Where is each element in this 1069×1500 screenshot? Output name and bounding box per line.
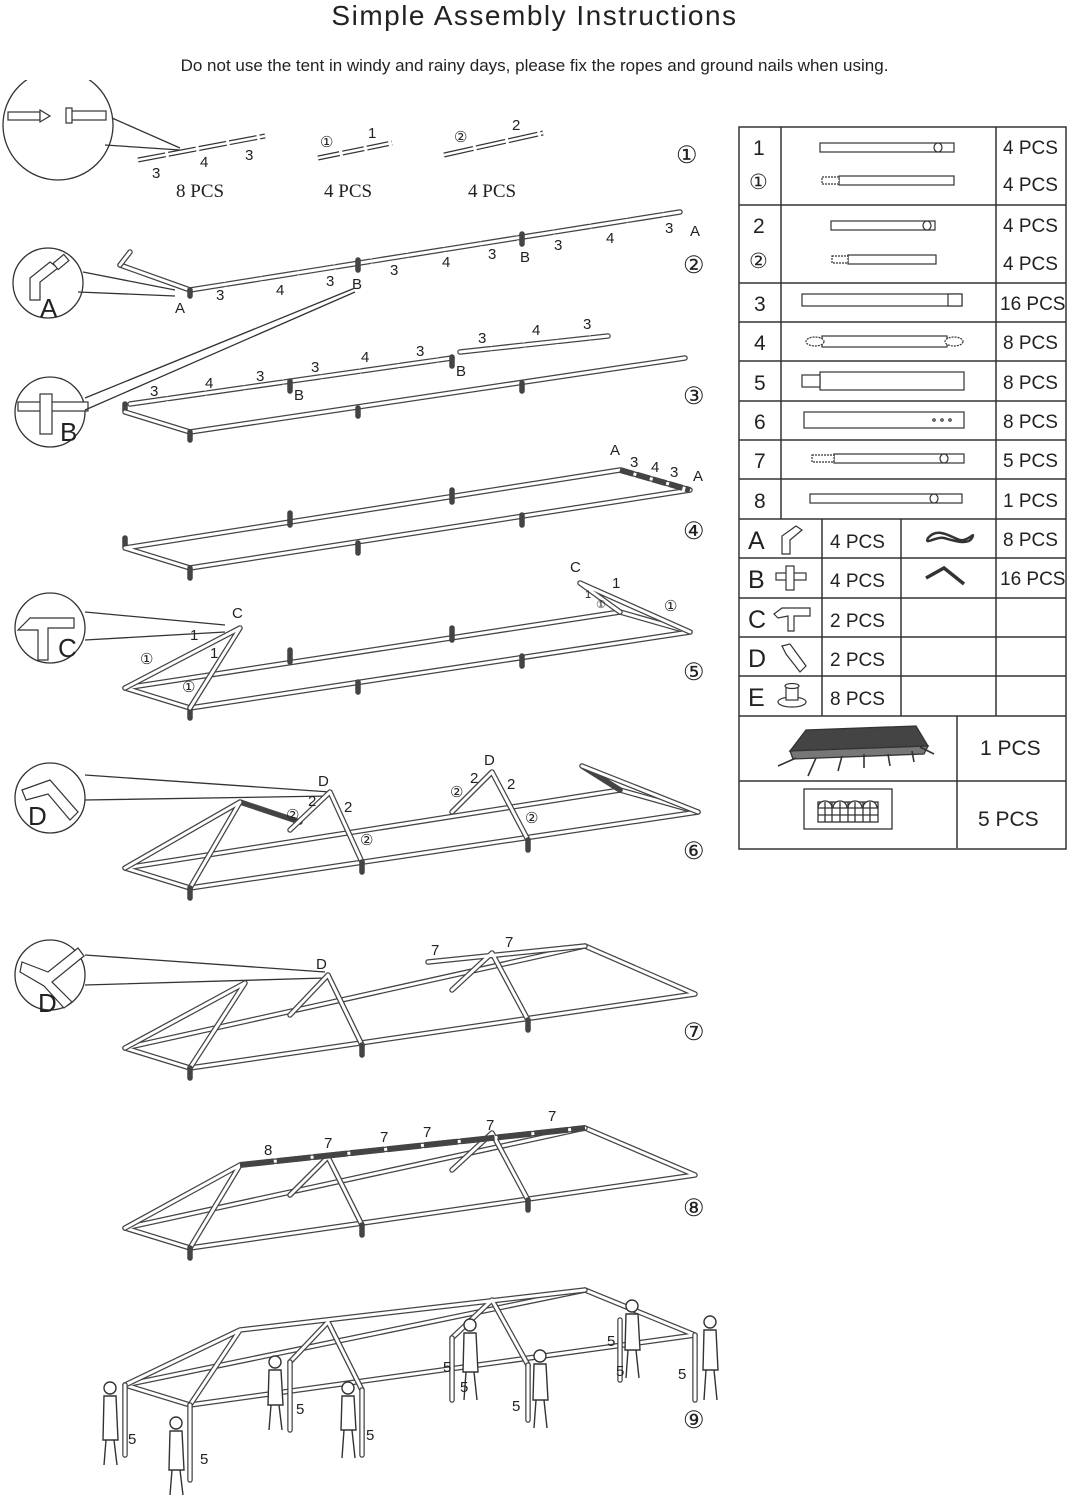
label: 3	[478, 330, 487, 347]
part-qty: 8 PCS	[1003, 412, 1058, 433]
part-id: 7	[754, 450, 766, 473]
label: A	[175, 300, 186, 317]
rope-qty: 8 PCS	[1003, 530, 1058, 551]
connector-d-icon	[782, 644, 806, 672]
pole-drawings	[802, 143, 964, 503]
part-id: 8	[754, 490, 766, 513]
part-id: 5	[754, 372, 766, 395]
callout-circle-joint	[3, 80, 113, 180]
callout-letter: B	[60, 417, 78, 447]
label: 2	[308, 793, 317, 810]
label: A	[693, 468, 704, 485]
connector-id: B	[748, 566, 765, 594]
pole-joint-detail-icon	[8, 108, 106, 123]
part-qty: 1 PCS	[1003, 491, 1058, 512]
connector-qty: 2 PCS	[830, 650, 885, 671]
label: 4	[651, 459, 660, 476]
label: 1	[210, 645, 219, 662]
label: D	[318, 773, 329, 790]
ground-stake-icon	[926, 568, 964, 584]
label: 5	[678, 1366, 687, 1383]
label: 3	[216, 287, 225, 304]
label: 3	[256, 368, 265, 385]
label: 1	[368, 125, 377, 142]
part-qty: 16 PCS	[1000, 294, 1066, 315]
label: 5	[128, 1431, 137, 1448]
part-qty: 8 PCS	[1003, 333, 1058, 354]
step-9	[103, 1290, 718, 1495]
label: ②	[454, 129, 468, 146]
pole-3-icon	[802, 294, 962, 306]
label: D	[484, 752, 495, 769]
label: A	[610, 442, 621, 459]
label: ②	[525, 810, 539, 827]
label: A	[690, 223, 701, 240]
label: 7	[380, 1129, 389, 1146]
label: 8	[264, 1142, 273, 1159]
assembly-diagram	[0, 80, 730, 1500]
label: B	[294, 387, 305, 404]
label: 7	[431, 942, 440, 959]
callout-letter: A	[40, 293, 58, 323]
pole-7-icon	[812, 454, 964, 463]
connector-qty: 4 PCS	[830, 532, 885, 553]
step-number: ⑨	[683, 1407, 705, 1434]
part-qty: 5 PCS	[1003, 451, 1058, 472]
label: 1	[190, 627, 199, 644]
label: 5	[616, 1363, 625, 1380]
pole-2-icon	[831, 221, 935, 230]
label: ②	[286, 807, 300, 824]
label: 3	[665, 220, 674, 237]
label: 3	[152, 165, 161, 182]
label: C	[570, 559, 581, 576]
step-8	[125, 1108, 705, 1258]
label: 7	[505, 934, 514, 951]
connector-qty: 4 PCS	[830, 571, 885, 592]
label: ①	[664, 598, 678, 615]
page-title: Simple Assembly Instructions	[331, 0, 738, 31]
label: 5	[460, 1379, 469, 1396]
step-number: ②	[683, 252, 705, 279]
sidewall-icon	[804, 789, 892, 829]
label: 3	[670, 464, 679, 481]
label: ①	[596, 599, 606, 611]
label: 7	[423, 1124, 432, 1141]
label: 2	[344, 799, 353, 816]
step-number: ③	[683, 383, 705, 410]
pole-5-icon	[802, 372, 964, 390]
step-5	[15, 559, 705, 718]
label: ①	[182, 679, 196, 696]
label: 2	[470, 770, 479, 787]
step-number: ④	[683, 518, 705, 545]
rope-icon	[927, 533, 973, 542]
qty-label: 4 PCS	[468, 181, 517, 202]
pole-2-circle-icon	[832, 255, 936, 264]
label: 3	[583, 316, 592, 333]
part-qty: 8 PCS	[1003, 373, 1058, 394]
part-id: 3	[754, 293, 766, 316]
connector-id: A	[748, 527, 765, 555]
callout-letter: D	[38, 988, 57, 1018]
label: B	[352, 276, 363, 293]
label: 3	[390, 262, 399, 279]
connector-b-detail-icon	[18, 394, 88, 434]
label: 3	[245, 147, 254, 164]
part-id: 6	[754, 411, 766, 434]
part-qty: 4 PCS	[1003, 216, 1058, 237]
step-number: ⑦	[683, 1019, 705, 1046]
connector-c-icon	[774, 608, 810, 631]
label: 7	[324, 1135, 333, 1152]
label: 5	[366, 1427, 375, 1444]
label: 5	[443, 1359, 452, 1376]
label: 7	[548, 1108, 557, 1125]
pole-6-icon	[804, 412, 964, 428]
step-1	[3, 80, 698, 202]
sidewall-qty: 5 PCS	[978, 808, 1039, 831]
label: 1	[612, 575, 621, 592]
parts-list-table	[738, 126, 1068, 852]
label: 4	[532, 322, 541, 339]
label: 3	[150, 383, 159, 400]
label: 5	[512, 1398, 521, 1415]
canopy-icon	[778, 726, 934, 776]
label: 2	[512, 117, 521, 134]
part-id: 2	[753, 215, 765, 238]
part-id: 4	[754, 332, 766, 355]
label: 3	[416, 343, 425, 360]
label: 5	[607, 1333, 616, 1350]
label: 3	[554, 237, 563, 254]
qty-label: 8 PCS	[176, 181, 225, 202]
label: 5	[296, 1401, 305, 1418]
label: 5	[200, 1451, 209, 1468]
safety-warning: Do not use the tent in windy and rainy days, please fix the ropes and ground nails when using.	[180, 56, 889, 75]
step-7	[15, 934, 705, 1078]
connector-b-icon	[776, 566, 806, 590]
pole-8-icon	[810, 494, 962, 503]
label: B	[456, 363, 467, 380]
part-qty: 4 PCS	[1003, 254, 1058, 275]
part-qty: 4 PCS	[1003, 138, 1058, 159]
label: 4	[606, 230, 615, 247]
connector-qty: 8 PCS	[830, 689, 885, 710]
part-qty: 4 PCS	[1003, 175, 1058, 196]
step-number: ⑧	[683, 1195, 705, 1222]
connector-id: D	[748, 645, 767, 673]
pole-1-circle-icon	[822, 176, 954, 185]
label: 1	[585, 589, 592, 601]
label: 3	[488, 246, 497, 263]
step-number: ⑥	[683, 838, 705, 865]
label: 3	[326, 273, 335, 290]
canopy-qty: 1 PCS	[980, 737, 1041, 760]
step-3	[15, 288, 705, 447]
part-id: ②	[749, 250, 768, 273]
label: 4	[205, 375, 214, 392]
qty-label: 4 PCS	[324, 181, 373, 202]
label: D	[316, 956, 327, 973]
label: ②	[450, 784, 464, 801]
connector-e-icon	[778, 684, 806, 708]
step-4	[125, 442, 705, 578]
connector-a-icon	[782, 526, 802, 554]
step-6	[15, 752, 705, 898]
stake-qty: 16 PCS	[1000, 569, 1066, 590]
label: ②	[360, 832, 374, 849]
label: C	[232, 605, 243, 622]
connector-id: E	[748, 684, 765, 712]
connector-id: C	[748, 606, 767, 634]
step-number: ①	[676, 142, 698, 169]
step-number: ⑤	[683, 659, 705, 686]
label: 4	[442, 254, 451, 271]
label: 7	[486, 1117, 495, 1134]
pole-1-icon	[820, 143, 954, 152]
label: 4	[200, 154, 209, 171]
label: 3	[311, 359, 320, 376]
connector-qty: 2 PCS	[830, 611, 885, 632]
label: 2	[507, 776, 516, 793]
label: B	[520, 249, 531, 266]
label: 4	[276, 282, 285, 299]
label: ①	[140, 651, 154, 668]
callout-letter: D	[28, 801, 47, 831]
part-id: ①	[749, 171, 768, 194]
callout-letter: C	[58, 633, 77, 663]
label: ①	[320, 134, 334, 151]
label: 3	[630, 454, 639, 471]
pole-4-icon	[806, 336, 963, 347]
step-2	[13, 212, 705, 323]
part-id: 1	[753, 137, 765, 160]
label: 4	[361, 349, 370, 366]
